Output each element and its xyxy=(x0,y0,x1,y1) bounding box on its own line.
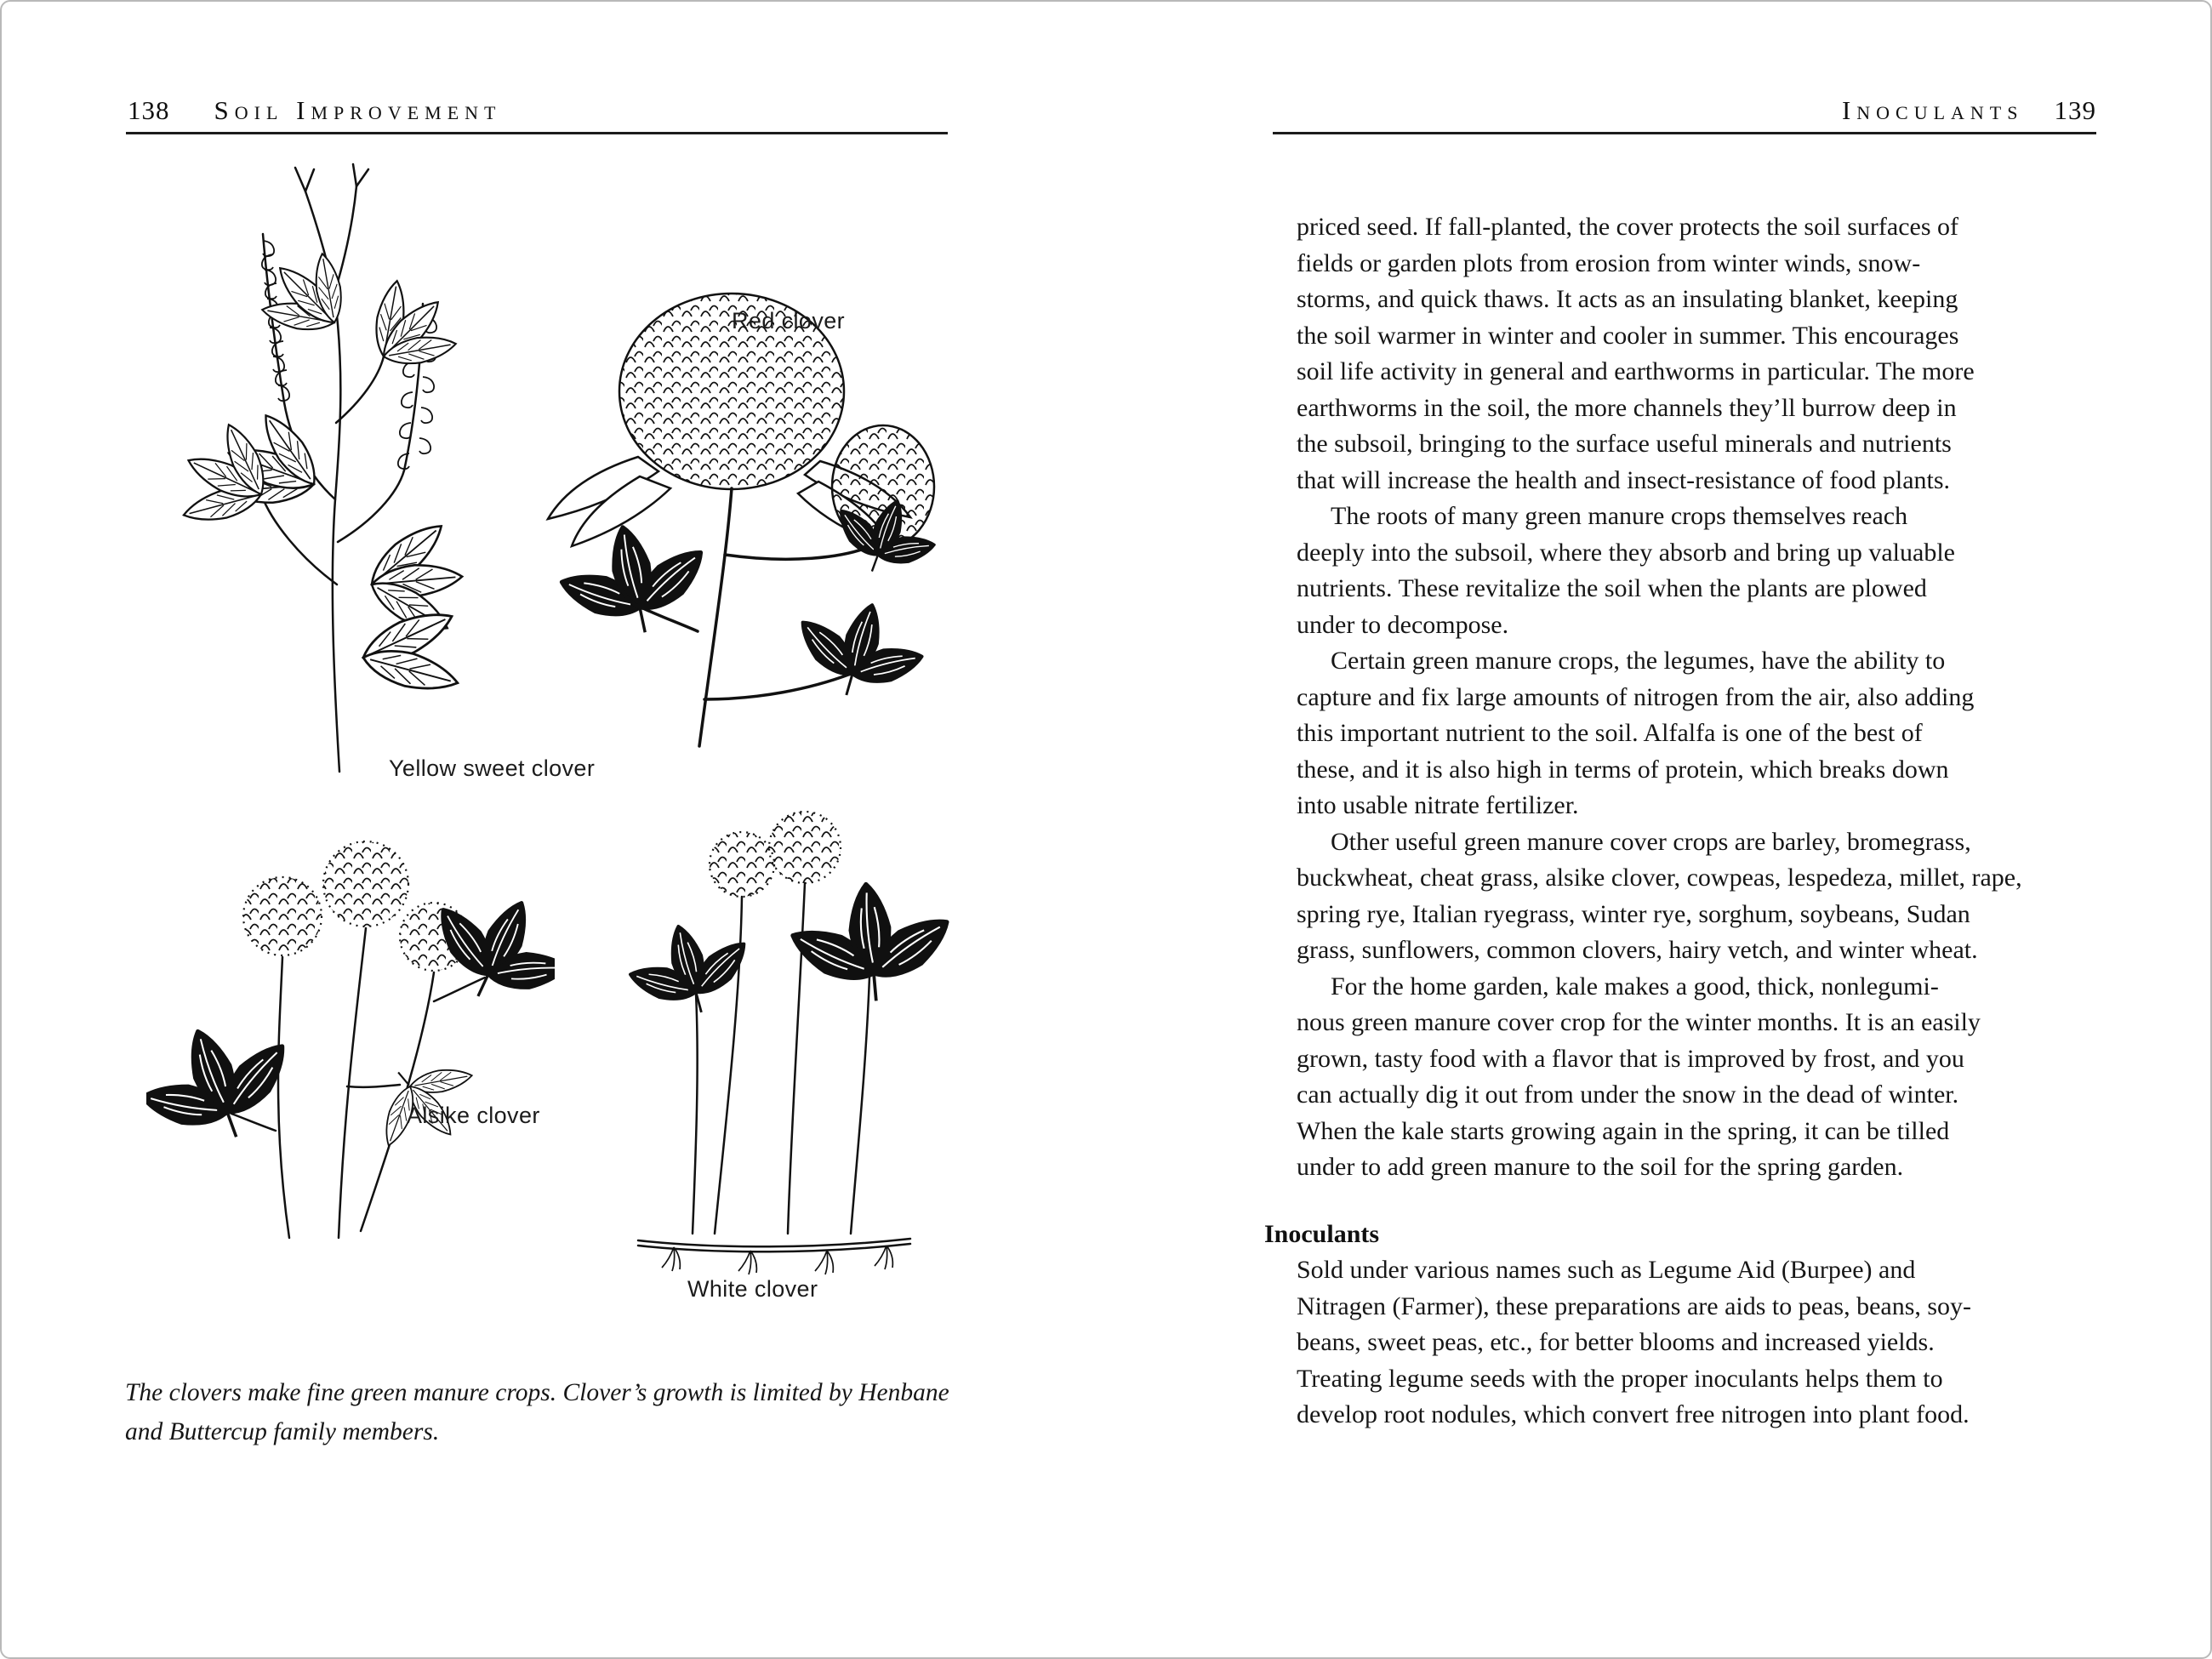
text-line: Treating legume seeds with the proper inoculants helps them to xyxy=(1297,1364,1943,1393)
text-line: and Buttercup family members. xyxy=(125,1418,440,1445)
text-line: fields or garden plots from erosion from winter winds, snow- xyxy=(1297,248,1921,277)
paragraph xyxy=(1297,824,2132,969)
text-line: buckwheat, cheat grass, alsike clover, cowpeas, lespedeza, millet, rape, xyxy=(1297,864,2022,892)
text-line: develop root nodules, which convert free nitrogen into plant food. xyxy=(1297,1400,1970,1428)
text-line: these, and it is also high in terms of protein, which breaks down xyxy=(1297,755,1949,784)
text-line: The roots of many green manure crops themselves reach xyxy=(1331,502,1908,530)
section-heading: Inoculants xyxy=(1264,1219,1380,1248)
red-clover-label: Red clover xyxy=(732,308,846,334)
left-page-header xyxy=(128,95,501,129)
leaves xyxy=(180,252,464,699)
dark-leaf-cluster xyxy=(614,909,765,1029)
text-line: The clovers make fine green manure crops. Clover’s growth is limited by Henbane xyxy=(125,1379,949,1406)
body-text xyxy=(1264,209,2132,1186)
text-line: nutrients. These revitalize the soil when the plants are plowed xyxy=(1297,574,1927,602)
right-page-header xyxy=(1264,95,2096,129)
right-running-head: Inoculants xyxy=(1841,95,2024,125)
left-header-rule xyxy=(126,132,948,134)
alsike-clover-label: Alsike clover xyxy=(407,1103,540,1128)
paragraph xyxy=(1297,643,2132,824)
text-line: Sold under various names such as Legume Aid (Burpee) and xyxy=(1297,1256,1916,1284)
left-running-head: Soil Improvement xyxy=(214,95,502,125)
red-clover-illustration xyxy=(512,274,955,759)
text-line: For the home garden, kale makes a good, thick, nonlegumi- xyxy=(1331,972,1939,1001)
text-line: can actually dig it out from under the snow in the dead of winter. xyxy=(1297,1080,1959,1109)
flower-heads xyxy=(710,812,841,897)
text-line: Other useful green manure cover crops are barley, bromegrass, xyxy=(1331,827,1971,856)
text-line: the soil warmer in winter and cooler in summer. This encourages xyxy=(1297,321,1959,350)
dark-leaf-cluster xyxy=(146,1003,315,1166)
text-line: storms, and quick thaws. It acts as an insulating blanket, keeping xyxy=(1297,285,1958,313)
section-body xyxy=(1264,1252,2132,1434)
text-line: grass, sunflowers, common clovers, hairy vetch, and winter wheat. xyxy=(1297,936,1978,964)
dark-leaf-cluster xyxy=(779,586,938,715)
right-header-rule xyxy=(1273,132,2096,134)
stolon-roots xyxy=(638,1239,910,1251)
text-line: earthworms in the soil, the more channels they’ll burrow deep in xyxy=(1297,393,1957,422)
text-line: under to decompose. xyxy=(1297,610,1509,639)
text-line: capture and fix large amounts of nitrogen from the air, also adding xyxy=(1297,682,1975,711)
paragraph xyxy=(1297,209,2132,499)
text-line: spring rye, Italian ryegrass, winter rye, sorghum, soybeans, Sudan xyxy=(1297,899,1970,928)
flower-heads xyxy=(243,841,468,971)
dark-leaf-cluster xyxy=(544,510,723,649)
text-line: grown, tasty food with a flavor that is improved by frost, and you xyxy=(1297,1044,1964,1073)
text-line: soil life activity in general and earthworms in particular. The more xyxy=(1297,357,1975,385)
text-line: that will increase the health and insect-resistance of food plants. xyxy=(1297,465,1951,494)
paragraph xyxy=(1297,499,2132,643)
white-clover-label: White clover xyxy=(687,1276,818,1302)
text-line: beans, sweet peas, etc., for better blooms and increased yields. xyxy=(1297,1328,1935,1356)
alsike-clover-illustration xyxy=(146,831,555,1257)
left-page-number: 138 xyxy=(128,95,170,125)
inoculants-section xyxy=(1264,1217,2132,1434)
text-line: priced seed. If fall-planted, the cover protects the soil surfaces of xyxy=(1297,213,1959,241)
text-line: into usable nitrate fertilizer. xyxy=(1297,791,1579,819)
text-line: Certain green manure crops, the legumes, have the ability to xyxy=(1331,647,1946,675)
white-clover-illustration xyxy=(614,810,955,1286)
dark-leaf-cluster xyxy=(779,876,955,1008)
right-page-number: 139 xyxy=(2054,95,2096,125)
text-line: nous green manure cover crop for the winter months. It is an easily xyxy=(1297,1008,1981,1036)
figure-caption xyxy=(125,1373,1044,1451)
text-line: the subsoil, bringing to the surface useful minerals and nutrients xyxy=(1297,430,1952,458)
text-line: deeply into the subsoil, where they absorb and bring up valuable xyxy=(1297,538,1955,567)
right-page-body xyxy=(1264,209,2132,1434)
text-line: Nitragen (Farmer), these preparations are aids to peas, beans, soy- xyxy=(1297,1291,1972,1320)
text-line: When the kale starts growing again in the spring, it can be tilled xyxy=(1297,1116,1950,1145)
paragraph xyxy=(1297,969,2132,1186)
text-line: under to add green manure to the soil for the spring garden. xyxy=(1297,1153,1904,1181)
yellow-sweet-clover-label: Yellow sweet clover xyxy=(389,755,596,781)
text-line: this important nutrient to the soil. Alfalfa is one of the best of xyxy=(1297,719,1923,747)
